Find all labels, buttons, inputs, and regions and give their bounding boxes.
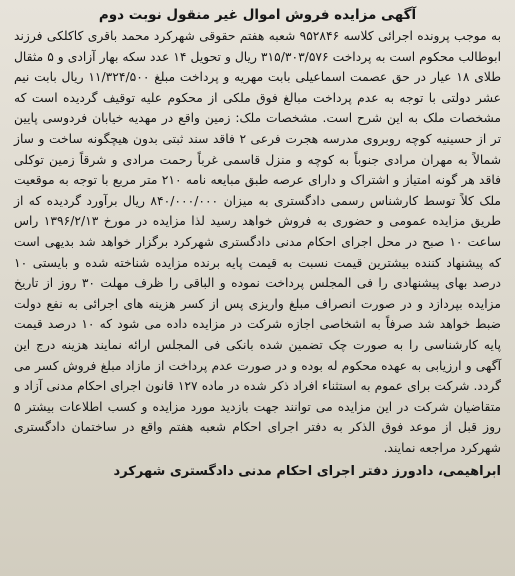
property-details-text: مشخصات ملک: زمین واقع در مهدیه خیابان فردوسی پایین تر از حسینیه کوچه روبروی مدرسه هجرت فرعی ۲ فاقد سند ثبتی بدون هیچگونه ساخت و ساز شمالاً به مهران مرادی جنوباً به کوچه و منزل قاسمی غرباً رحمت مرادی و شرقاً زمین توکلی فاقد هر گونه امتیاز و اشتراک و دارای عرصه طبق مبایعه نامه ۲۱۰ متر مربع با توجه به موقعیت ملک کلاً توسط کارشناس رسمی دادگستری به میزان ۸۴۰/۰۰۰/۰۰۰ ریال برآورد گردیده که از طریق مزایده عمومی و حضوری به فروش خواهد رسید لذا مزایده در مورخ ۱۳۹۶/۲/۱۳ راس ساعت ۱۰ صبح در محل اجرای احکام مدنی دادگستری شهرکرد برگزار خواهد شد بدیهی است که پیشنهاد کننده بیشترین قیمت نسبت به قیمت پایه برنده مزایده شناخته شده و بایستی ۱۰ درصد بهای پیشنهادی را فی المجلس پرداخت نموده و الباقی را ظرف مهلت ۳۰ روز از تاریخ مزایده بپردازد و در صورت انصراف مبلغ واریزی پس از کسر هزینه های اجرائی به نفع دولت ضبط خواهد شد صرفاً به اشخاصی اجازه شرکت در مزایده داده می شود که ۱۰ درصد قیمت پایه کارشناسی را به صورت چک تضمین شده بانکی فی المجلس ارائه نمایند هزینه درج این آگهی و ارزیابی به عهده محکوم له بوده و در صورت عدم پرداخت از مازاد مبلغ فروش کسر می گردد. شرکت برای عموم به استثناء افراد ذکر شده در ماده ۱۲۷ قانون اجرای احکام مدنی آزاد و متقاضیان شرکت در این مزایده می توانند جهت بازدید مورد مزایده و کسب اطلاعات بیشتر ۵ روز قبل از موعد فوق الذکر به دفتر اجرای احکام شعبه هفتم واقع در ساختمان دادگستری شهرکرد مراجعه نمایند.: [14, 111, 502, 455]
verdict-text: به موجب پرونده اجرائی کلاسه ۹۵۲۸۴۶ شعبه هفتم حقوقی شهرکرد محمد باقری کاکلکی فرزند ابوطالب محکوم است به پرداخت ۳۱۵/۳۰۳/۵۷۶ ریال و تحویل ۱۴ عدد سکه بهار آزادی و ۵ مثقال طلای ۱۸ عیار در حق عصمت اسماعیلی بابت مهریه و پرداخت مبلغ ۱۱/۳۲۴/۵۰۰ ریال بابت نیم عشر دولتی با توجه به عدم پرداخت مبالغ فوق ملکی از محکوم علیه توقیف گردیده است که مشخصات ملک به این شرح است.: [14, 29, 502, 126]
notice-paragraph-verdict: [14, 26, 501, 458]
notice-signature: ابراهیمی، دادورز دفتر اجرای احکام مدنی دادگستری شهرکرد: [113, 464, 501, 480]
notice-title: آگهی مزایده فروش اموال غیر منقول نوبت دوم: [98, 7, 417, 23]
